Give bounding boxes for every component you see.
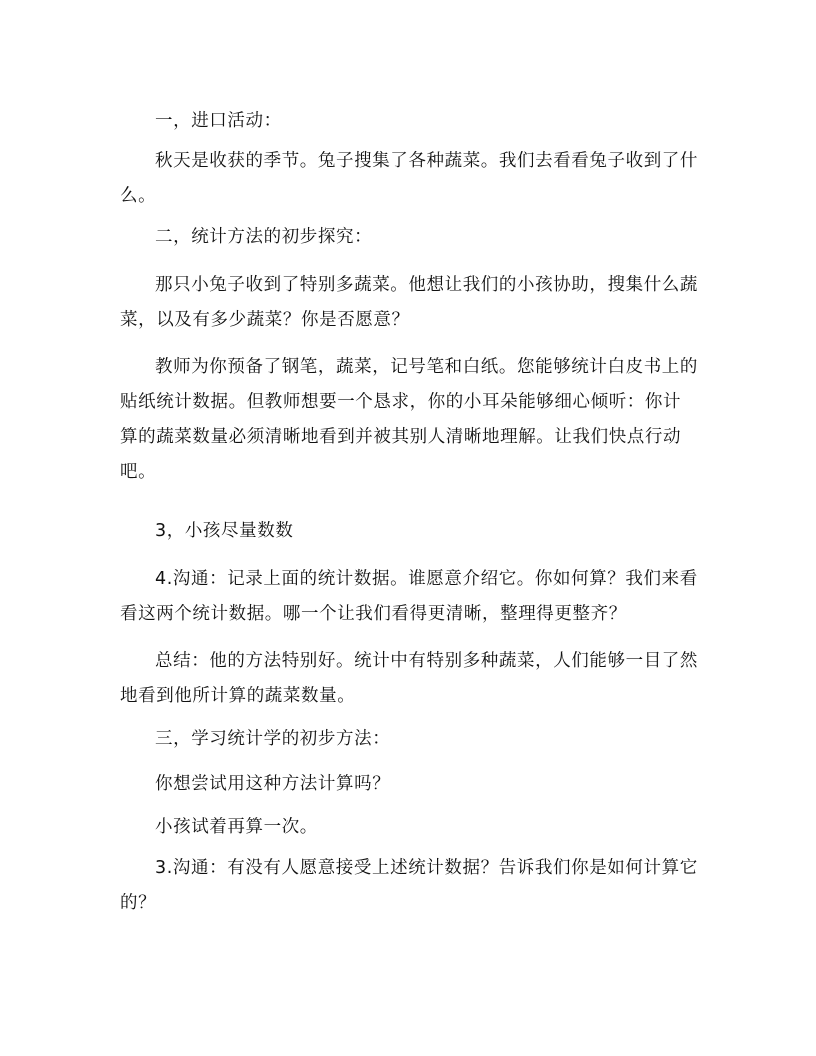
- paragraph-count-again: 小孩试着再算一次。: [155, 817, 318, 837]
- paragraph-autumn: 秋天是收获的季节。兔子搜集了各种蔬菜。我们去看看兔子收到了什么。: [120, 151, 698, 206]
- paragraph-communication-2: 3.沟通：有没有人愿意接受上述统计数据？告诉我们你是如何计算它的？: [120, 858, 698, 913]
- paragraph-communication-1: 4.沟通：记录上面的统计数据。谁愿意介绍它。你如何算？我们来看看这两个统计数据。哪一个让我们看得更清晰，整理得更整齐？: [120, 569, 698, 624]
- paragraph-counting: 3，小孩尽量数数: [155, 521, 294, 541]
- paragraph-summary: 总结：他的方法特别好。统计中有特别多种蔬菜，人们能够一目了然地看到他所计算的蔬菜数量。: [120, 651, 698, 706]
- section-heading-exploration: 二，统计方法的初步探究：: [155, 227, 373, 247]
- paragraph-try-method: 你想尝试用这种方法计算吗？: [155, 774, 391, 794]
- section-heading-statistics: 三，学习统计学的初步方法：: [155, 729, 391, 749]
- paragraph-rabbit-help: 那只小兔子收到了特别多蔬菜。他想让我们的小孩协助，搜集什么蔬菜，以及有多少蔬菜？你是否愿意？: [120, 275, 698, 330]
- section-heading-intro: 一，进口活动：: [155, 111, 282, 131]
- paragraph-teacher-prep: 教师为你预备了钢笔，蔬菜，记号笔和白纸。您能够统计白皮书上的贴纸统计数据。但教师想要一个恳求，你的小耳朵能够细心倾听：你计算的蔬菜数量必须清晰地看到并被其别人清晰地理解。让我们快点行动吧。: [120, 357, 698, 482]
